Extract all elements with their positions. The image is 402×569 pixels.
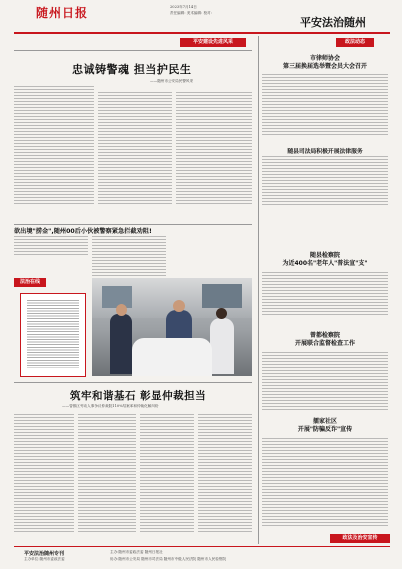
right-headline-1: 市律师协会 第三届换届选举暨会员大会召开 [282,55,367,70]
footer-left-line: 主办单位:随州市委政法委 [24,557,65,561]
right-headline-2: 随县司法局积极开展法律服务 [287,149,363,155]
divider [14,382,252,383]
law-box-text [27,300,79,368]
footer-left-title: 平安法治随州专刊 [24,551,65,557]
right-body-5 [262,438,388,526]
law-box-label: 法治在线 [14,278,46,287]
footer-right-line-1: 主办:随州市委政法委 随州日报社 [110,550,163,554]
right-top-tag: 政法动态 [336,38,374,47]
newspaper-logo [36,4,88,21]
right-body-1 [262,74,388,136]
story-col-1 [14,236,88,256]
divider [14,50,252,51]
bottom-col-1 [14,414,74,532]
masthead [0,0,402,36]
masthead-rule [14,32,390,34]
right-headline-5: 擂家社区 开展"防骗反诈"宣传 [297,418,353,433]
banner-top: 平安建设先进风采 [180,38,246,47]
car-shape [132,338,212,376]
lead-title: 忠诚铸警魂 担当护民生 [72,63,192,76]
right-body-4 [262,352,388,410]
bottom-col-2 [78,414,136,532]
bottom-col-3 [140,414,194,532]
column-divider [258,36,259,544]
issue-date: 2023年7月14日 [170,5,197,9]
right-body-3 [262,272,388,316]
section-title: 平安法治随州 [300,16,366,29]
window-shape [202,284,242,308]
lead-body-col-1 [14,86,94,204]
footer [14,549,390,567]
right-headline-3: 随县检察院 为近400名"老年人"普法宣"支" [282,252,368,267]
footer-right-line-2: 协办:随州市公安局 随州市司法局 随州市中级人民法院 随州市人民检察院 [110,557,227,561]
bottom-subtitle: ——曾都区劳动人事争议仲裁院110%结案率和仲裁化解纠纷 [62,404,159,408]
story-col-2 [92,236,166,278]
law-box [20,293,86,377]
logo-text: 随州日报 [36,6,89,20]
photo-caption: 欲出境"捞金",随州00后小伙被警察紧急拦截劝阻! [14,228,152,235]
bottom-col-4 [198,414,252,532]
right-body-2 [262,156,388,206]
officer-head [116,304,127,316]
bottom-right-tag: 政法及治安宣传 [330,534,390,543]
officer-head [173,300,185,312]
bottom-title: 筑牢和谐基石 彰显仲裁担当 [70,390,207,402]
divider [14,224,252,225]
right-headline-4: 曾都检察院 开展联合监督检查工作 [294,332,355,347]
person-head [216,308,227,319]
lead-body-col-3 [176,92,252,204]
lead-subtitle: ——随州市公安局民警风采 [150,79,194,83]
police-photo [92,278,252,376]
lead-body-col-2 [98,92,172,204]
editor-line: 责任编辑: 美术编辑: 校对: [170,11,212,15]
officer-figure [110,314,132,374]
person-figure [210,318,234,374]
footer-rule [14,546,390,547]
